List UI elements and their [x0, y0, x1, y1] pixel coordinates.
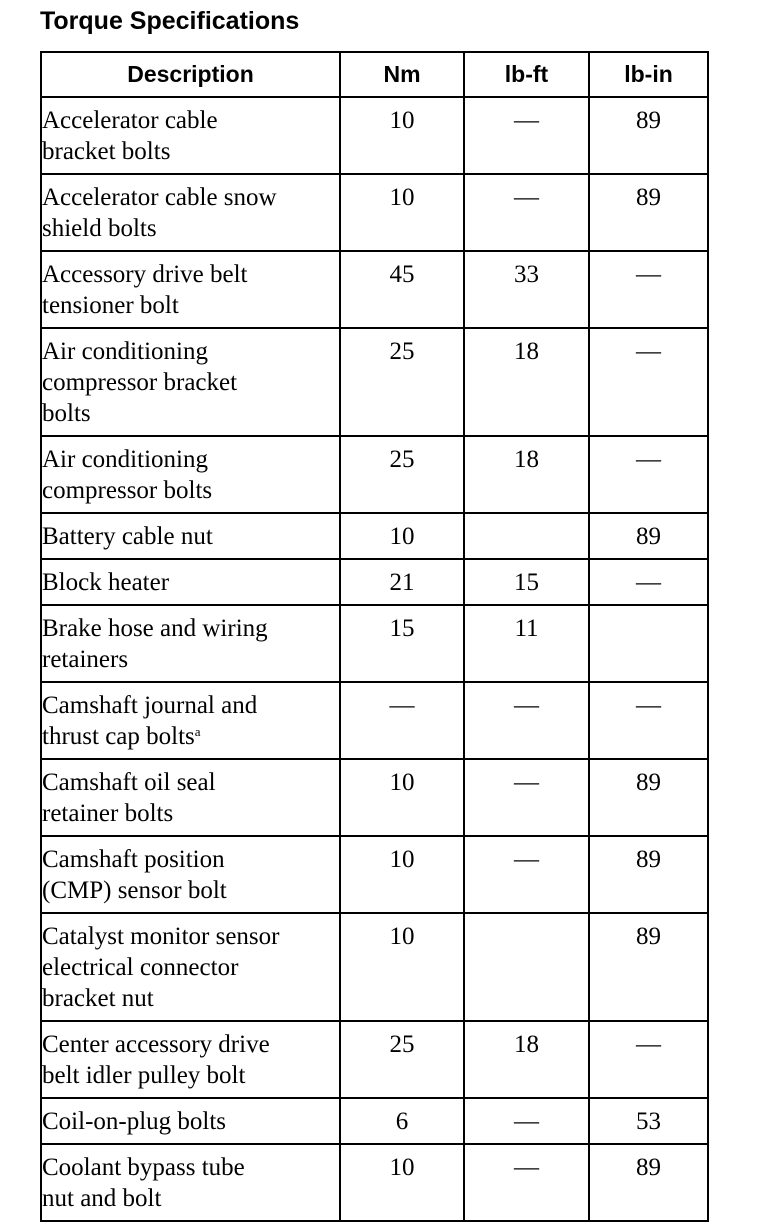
description-line [42, 105, 339, 136]
nm-value-cell: 10 [340, 1144, 464, 1221]
lb-in-value-cell: 89 [589, 513, 708, 559]
description-line [42, 952, 339, 983]
table-row [41, 328, 708, 436]
description-text: Air conditioning [42, 338, 208, 365]
lb-ft-value-cell: 11 [464, 605, 589, 682]
table-row [41, 251, 708, 328]
description-line [42, 1060, 339, 1091]
lb-in-value-cell: — [589, 436, 708, 513]
description-text: Catalyst monitor sensor [42, 923, 280, 950]
table-row [41, 605, 708, 682]
lb-ft-value-cell: — [464, 759, 589, 836]
description-line [42, 567, 339, 598]
description-text: electrical connector [42, 954, 239, 981]
lb-ft-value-cell: — [464, 174, 589, 251]
table-row [41, 174, 708, 251]
lb-ft-value-cell: 18 [464, 1021, 589, 1098]
description-text: Accessory drive belt [42, 261, 248, 288]
lb-in-value-cell: — [589, 251, 708, 328]
description-line [42, 398, 339, 429]
description-line [42, 367, 339, 398]
nm-value-cell: 25 [340, 1021, 464, 1098]
page-title: Torque Specifications [40, 7, 300, 35]
lb-in-value-cell: 53 [589, 1098, 708, 1144]
table-row [41, 1021, 708, 1098]
lb-in-value-cell: — [589, 1021, 708, 1098]
table-row [41, 1098, 708, 1144]
description-cell [41, 605, 340, 682]
description-cell [41, 251, 340, 328]
lb-in-value-cell: — [589, 682, 708, 759]
description-text: compressor bolts [42, 477, 213, 504]
lb-in-value-cell: 89 [589, 1144, 708, 1221]
description-text: Battery cable nut [42, 523, 213, 550]
description-line [42, 259, 339, 290]
table-row [41, 759, 708, 836]
lb-ft-value-cell: 33 [464, 251, 589, 328]
nm-value-cell: 10 [340, 913, 464, 1021]
footnote-marker: a [194, 724, 201, 739]
description-text: Accelerator cable [42, 107, 218, 134]
description-text: Accelerator cable snow [42, 184, 277, 211]
lb-ft-value-cell [464, 913, 589, 1021]
table-body [41, 97, 708, 1221]
description-text: Coolant bypass tube [42, 1154, 245, 1181]
description-text: Block heater [42, 569, 170, 596]
nm-value-cell: 10 [340, 836, 464, 913]
lb-in-value-cell: — [589, 328, 708, 436]
description-text: compressor bracket [42, 369, 238, 396]
nm-value-cell: 25 [340, 436, 464, 513]
column-header-description: Description [41, 52, 340, 97]
description-cell [41, 759, 340, 836]
lb-in-value-cell: 89 [589, 174, 708, 251]
column-header-lb-in: lb-in [589, 52, 708, 97]
description-cell [41, 436, 340, 513]
lb-ft-value-cell: — [464, 682, 589, 759]
description-line [42, 690, 339, 721]
description-text: nut and bolt [42, 1185, 162, 1212]
torque-specifications-table [40, 51, 709, 1222]
description-line [42, 1152, 339, 1183]
description-text: bracket bolts [42, 138, 171, 165]
description-cell [41, 1144, 340, 1221]
description-text: thrust cap bolts [42, 723, 195, 750]
description-text: belt idler pulley bolt [42, 1062, 246, 1089]
table-row [41, 1144, 708, 1221]
description-cell [41, 836, 340, 913]
description-line [42, 875, 339, 906]
lb-ft-value-cell: — [464, 836, 589, 913]
description-text: shield bolts [42, 215, 157, 242]
lb-in-value-cell: 89 [589, 913, 708, 1021]
lb-ft-value-cell: 18 [464, 328, 589, 436]
description-line [42, 290, 339, 321]
description-text: Camshaft journal and [42, 692, 258, 719]
lb-ft-value-cell: — [464, 1098, 589, 1144]
description-text: Coil-on-plug bolts [42, 1108, 227, 1135]
table-row [41, 513, 708, 559]
description-text: retainer bolts [42, 800, 174, 827]
lb-in-value-cell: 89 [589, 97, 708, 174]
nm-value-cell: 10 [340, 174, 464, 251]
nm-value-cell: 10 [340, 513, 464, 559]
description-line [42, 521, 339, 552]
description-text: bolts [42, 400, 91, 427]
nm-value-cell: 10 [340, 759, 464, 836]
description-line [42, 644, 339, 675]
lb-ft-value-cell: 18 [464, 436, 589, 513]
nm-value-cell: 21 [340, 559, 464, 605]
description-line [42, 182, 339, 213]
description-line [42, 1029, 339, 1060]
description-cell [41, 174, 340, 251]
description-line [42, 1106, 339, 1137]
table-row [41, 836, 708, 913]
description-cell [41, 97, 340, 174]
description-line [42, 921, 339, 952]
description-line [42, 213, 339, 244]
description-cell [41, 1021, 340, 1098]
table-header-row [41, 52, 708, 97]
description-line [42, 336, 339, 367]
nm-value-cell: 25 [340, 328, 464, 436]
description-cell [41, 559, 340, 605]
description-text: Camshaft position [42, 846, 225, 873]
description-line [42, 1183, 339, 1214]
nm-value-cell: — [340, 682, 464, 759]
description-text: Center accessory drive [42, 1031, 270, 1058]
description-text: Camshaft oil seal [42, 769, 216, 796]
description-text: Brake hose and wiring [42, 615, 268, 642]
description-text: bracket nut [42, 985, 154, 1012]
description-line [42, 983, 339, 1014]
description-cell [41, 328, 340, 436]
description-line [42, 844, 339, 875]
description-text: retainers [42, 646, 129, 673]
description-cell [41, 913, 340, 1021]
nm-value-cell: 6 [340, 1098, 464, 1144]
nm-value-cell: 10 [340, 97, 464, 174]
description-line [42, 475, 339, 506]
table-row [41, 436, 708, 513]
description-line [42, 798, 339, 829]
lb-ft-value-cell: 15 [464, 559, 589, 605]
description-text: tensioner bolt [42, 292, 179, 319]
description-line [42, 136, 339, 167]
description-cell [41, 682, 340, 759]
lb-ft-value-cell: — [464, 97, 589, 174]
description-text: (CMP) sensor bolt [42, 877, 227, 904]
lb-in-value-cell [589, 605, 708, 682]
lb-ft-value-cell [464, 513, 589, 559]
description-cell [41, 513, 340, 559]
table-row [41, 913, 708, 1021]
table-row [41, 97, 708, 174]
description-line [42, 721, 339, 752]
description-line [42, 444, 339, 475]
nm-value-cell: 15 [340, 605, 464, 682]
lb-in-value-cell: — [589, 559, 708, 605]
nm-value-cell: 45 [340, 251, 464, 328]
table-row [41, 559, 708, 605]
description-text: Air conditioning [42, 446, 208, 473]
description-line [42, 767, 339, 798]
lb-in-value-cell: 89 [589, 836, 708, 913]
table-row [41, 682, 708, 759]
column-header-lb-ft: lb-ft [464, 52, 589, 97]
lb-ft-value-cell: — [464, 1144, 589, 1221]
column-header-nm: Nm [340, 52, 464, 97]
description-cell [41, 1098, 340, 1144]
description-line [42, 613, 339, 644]
lb-in-value-cell: 89 [589, 759, 708, 836]
